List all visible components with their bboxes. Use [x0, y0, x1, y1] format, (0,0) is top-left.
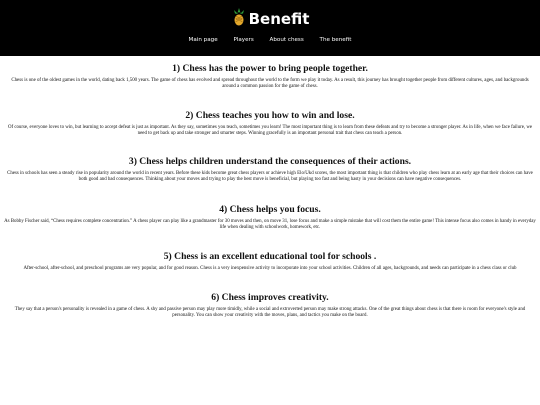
section-5 — [4, 251, 536, 272]
brand[interactable] — [0, 8, 540, 31]
section-4-title: 4) Chess helps you focus. — [219, 203, 321, 215]
section-5-title: 5) Chess is an excellent educational tool for schools . — [163, 251, 377, 263]
section-3-text: Chess in schools has seen a steady rise in popularity around the world in recent years. Before these kids become great chess players or achieve high Elo/Ukd scores, the most important thing is that children who play chess learn at an early age that their choices can have both good and bad consequences. Thinking about your moves and trying to play the best move is beneficial, but playing too fast and being hasty in your decisions can have negative consequences. — [7, 171, 533, 183]
nav-players[interactable]: Players — [233, 37, 254, 43]
section-6 — [4, 292, 536, 320]
section-2-title: 2) Chess teaches you how to win and lose. — [185, 109, 355, 121]
site-header — [0, 0, 540, 56]
section-1-title: 1) Chess has the power to bring people together. — [172, 63, 368, 74]
nav-the-benefit[interactable]: The benefit — [319, 37, 352, 43]
section-4-text: As Bobby Fischer said, “Chess requires complete concentration.” A chess player can play like a grandmaster for 30 moves and then, on move 31, lose focus and make a simple mistake that will cost them the entire game! This intense focus also comes in handy in everyday life when dealing with schoolwork, homework, etc. — [4, 218, 536, 231]
section-4 — [4, 204, 536, 232]
main-content — [0, 63, 540, 319]
section-3-title: 3) Chess helps children understand the consequences of their actions. — [128, 156, 412, 168]
section-6-text: They say that a person's personality is revealed in a game of chess. A shy and passive person may play more timidly, while a social and extroverted person may make strong attacks. One of the great things about chess is that there is room for everyone's style and personality. You can show your creativity with the moves, plans, and tactics you make on the board. — [14, 306, 526, 318]
section-5-text: After-school, after-school, and preschool programs are very popular, and for good reason. Chess is a very inexpensive activity to incorporate into your school activities. Children of all ages, backgrounds, and needs can participate in a chess class or club — [23, 266, 517, 272]
section-1 — [4, 63, 536, 91]
nav-about-chess[interactable]: About chess — [269, 37, 304, 43]
section-1-text: Chess is one of the oldest games in the world, dating back 1,500 years. The game of chess has evolved and spread throughout the world to the form we play it today. As a result, this journey has brought together people from different cultures, ages, and backgrounds around a common passion for the game of chess. — [11, 78, 529, 90]
main-nav — [0, 37, 540, 43]
pineapple-logo-icon — [231, 8, 247, 31]
section-2 — [4, 110, 536, 138]
nav-main-page[interactable]: Main page — [188, 37, 218, 43]
section-6-title: 6) Chess improves creativity. — [211, 291, 329, 303]
section-3 — [4, 156, 536, 184]
brand-name: Benefit — [248, 10, 310, 28]
section-2-text: Of course, everyone loves to win, but learning to accept defeat is just as important. As they say, sometimes you teach, sometimes you learn! The most important thing is to learn from these defeats and try to become a stronger player. As in life, when we face failure, we need to get back up and take stronger and smarter steps. Winning gracefully is an important personal trait that chess can teach a person. — [7, 124, 533, 136]
